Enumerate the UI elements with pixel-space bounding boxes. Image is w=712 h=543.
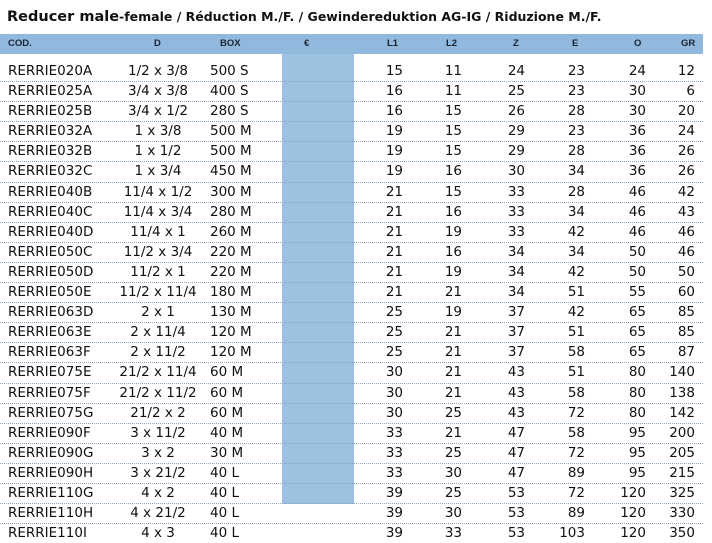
cell-e: 51 (567, 284, 585, 301)
table-row (0, 122, 703, 142)
cell-box: 60 M (210, 384, 244, 401)
cell-z: 24 (507, 63, 525, 79)
cell-l1: 16 (385, 103, 403, 120)
cell-o: 46 (628, 203, 646, 220)
cell-o: 95 (628, 444, 646, 461)
table-row (0, 524, 703, 543)
header-l1: L1 (387, 38, 399, 49)
table-row (0, 484, 703, 504)
cell-o: 46 (628, 223, 646, 240)
cell-d: 11/4 x 1 (130, 223, 186, 240)
cell-box: 500 S (210, 63, 249, 79)
cell-l2: 16 (444, 243, 462, 260)
cell-d: 2 x 1 (141, 304, 175, 321)
cell-box: 450 M (210, 163, 252, 180)
cell-d: 21/2 x 11/4 (119, 364, 197, 381)
cell-e: 58 (567, 424, 585, 441)
cell-cod: RERRIE020A (8, 63, 93, 79)
cell-cod: RERRIE110H (8, 505, 94, 522)
cell-o: 65 (628, 344, 646, 361)
cell-gr: 140 (669, 364, 695, 381)
page-title (7, 4, 602, 30)
cell-gr: 26 (677, 143, 695, 160)
cell-z: 34 (507, 284, 525, 301)
cell-d: 11/4 x 3/4 (123, 203, 193, 220)
cell-e: 103 (559, 525, 585, 542)
cell-l2: 19 (444, 304, 462, 321)
cell-l2: 21 (444, 284, 462, 301)
cell-box: 120 M (210, 344, 252, 361)
cell-d: 3/4 x 3/8 (127, 83, 189, 100)
cell-z: 29 (507, 143, 525, 160)
cell-box: 60 M (210, 404, 244, 421)
cell-l2: 21 (444, 384, 462, 401)
cell-box: 280 S (210, 103, 249, 120)
cell-box: 40 L (210, 505, 239, 522)
cell-o: 120 (620, 505, 646, 522)
cell-box: 280 M (210, 203, 252, 220)
cell-box: 60 M (210, 364, 244, 381)
cell-box: 120 M (210, 324, 252, 341)
cell-z: 30 (507, 163, 525, 180)
table-row (0, 183, 703, 203)
cell-cod: RERRIE063F (8, 344, 91, 361)
cell-e: 72 (567, 484, 585, 501)
cell-o: 95 (628, 424, 646, 441)
cell-l1: 30 (385, 364, 403, 381)
cell-l2: 15 (444, 183, 462, 200)
cell-o: 24 (628, 63, 646, 79)
cell-o: 36 (628, 143, 646, 160)
cell-gr: 87 (677, 344, 695, 361)
cell-l2: 30 (444, 505, 462, 522)
cell-o: 30 (628, 83, 646, 100)
cell-l2: 21 (444, 424, 462, 441)
cell-gr: 205 (669, 444, 695, 461)
cell-gr: 330 (669, 505, 695, 522)
cell-e: 58 (567, 384, 585, 401)
cell-d: 21/2 x 11/2 (119, 384, 197, 401)
cell-e: 23 (567, 83, 585, 100)
cell-gr: 50 (677, 263, 695, 280)
cell-o: 46 (628, 183, 646, 200)
cell-l1: 39 (385, 505, 403, 522)
cell-gr: 200 (669, 424, 695, 441)
cell-d: 1/2 x 3/8 (127, 63, 189, 79)
table-row (0, 62, 703, 82)
cell-e: 28 (567, 143, 585, 160)
cell-z: 33 (507, 203, 525, 220)
cell-gr: 20 (677, 103, 695, 120)
header-o: O (634, 38, 642, 49)
cell-cod: RERRIE025A (8, 83, 93, 100)
cell-z: 37 (507, 304, 525, 321)
cell-l2: 25 (444, 404, 462, 421)
cell-o: 65 (628, 324, 646, 341)
cell-cod: RERRIE050E (8, 284, 92, 301)
cell-gr: 46 (677, 223, 695, 240)
cell-gr: 85 (677, 304, 695, 321)
cell-l1: 39 (385, 484, 403, 501)
cell-e: 34 (567, 203, 585, 220)
cell-gr: 24 (677, 123, 695, 140)
cell-z: 33 (507, 223, 525, 240)
cell-d: 2 x 11/2 (130, 344, 186, 361)
table-row (0, 303, 703, 323)
table-row (0, 464, 703, 484)
table-row (0, 243, 703, 263)
cell-e: 23 (567, 63, 585, 79)
cell-e: 51 (567, 364, 585, 381)
cell-l1: 30 (385, 404, 403, 421)
cell-l1: 15 (385, 63, 403, 79)
cell-box: 400 S (210, 83, 249, 100)
cell-d: 1 x 1/2 (134, 143, 182, 160)
cell-box: 220 M (210, 243, 252, 260)
cell-gr: 42 (677, 183, 695, 200)
cell-box: 40 L (210, 464, 239, 481)
cell-l1: 39 (385, 525, 403, 542)
cell-box: 30 M (210, 444, 244, 461)
cell-gr: 26 (677, 163, 695, 180)
cell-l1: 16 (385, 83, 403, 100)
cell-l1: 21 (385, 243, 403, 260)
cell-box: 40 L (210, 525, 239, 542)
table-row (0, 323, 703, 343)
cell-z: 47 (507, 444, 525, 461)
cell-z: 43 (507, 364, 525, 381)
table-row (0, 162, 703, 182)
cell-o: 80 (628, 364, 646, 381)
header-l2: L2 (446, 38, 458, 49)
table-row (0, 343, 703, 363)
table-row (0, 444, 703, 464)
cell-o: 120 (620, 484, 646, 501)
table-row (0, 82, 703, 102)
cell-o: 80 (628, 404, 646, 421)
cell-z: 53 (507, 484, 525, 501)
cell-cod: RERRIE110G (8, 484, 94, 501)
cell-box: 500 M (210, 123, 252, 140)
cell-cod: RERRIE050D (8, 263, 94, 280)
cell-z: 53 (507, 505, 525, 522)
cell-z: 53 (507, 525, 525, 542)
cell-z: 33 (507, 183, 525, 200)
cell-o: 50 (628, 263, 646, 280)
title-rest: -female / Réduction M./F. / Gewindereduktion AG-IG / Riduzione M./F. (119, 9, 602, 24)
cell-cod: RERRIE025B (8, 103, 93, 120)
cell-box: 300 M (210, 183, 252, 200)
header-cod: COD. (8, 38, 32, 49)
cell-cod: RERRIE090H (8, 464, 94, 481)
cell-gr: 138 (669, 384, 695, 401)
cell-cod: RERRIE075G (8, 404, 94, 421)
table-row (0, 263, 703, 283)
cell-l1: 21 (385, 203, 403, 220)
cell-l2: 19 (444, 263, 462, 280)
cell-z: 26 (507, 103, 525, 120)
cell-z: 47 (507, 424, 525, 441)
cell-z: 34 (507, 263, 525, 280)
cell-e: 72 (567, 404, 585, 421)
cell-d: 4 x 2 (141, 484, 175, 501)
cell-l1: 25 (385, 324, 403, 341)
cell-e: 28 (567, 183, 585, 200)
cell-l1: 33 (385, 444, 403, 461)
cell-l1: 25 (385, 304, 403, 321)
cell-z: 34 (507, 243, 525, 260)
table-row (0, 203, 703, 223)
cell-l2: 21 (444, 324, 462, 341)
header-gr: GR (681, 38, 696, 49)
cell-box: 40 L (210, 484, 239, 501)
cell-e: 23 (567, 123, 585, 140)
cell-l1: 19 (385, 123, 403, 140)
cell-o: 36 (628, 163, 646, 180)
cell-o: 65 (628, 304, 646, 321)
table-row (0, 424, 703, 444)
cell-d: 2 x 11/4 (130, 324, 186, 341)
cell-cod: RERRIE090F (8, 424, 91, 441)
cell-gr: 215 (669, 464, 695, 481)
cell-l1: 21 (385, 263, 403, 280)
cell-l2: 25 (444, 484, 462, 501)
cell-l2: 16 (444, 163, 462, 180)
table-row (0, 142, 703, 162)
cell-o: 30 (628, 103, 646, 120)
cell-l1: 21 (385, 223, 403, 240)
cell-l1: 21 (385, 284, 403, 301)
cell-cod: RERRIE075E (8, 364, 92, 381)
cell-z: 43 (507, 384, 525, 401)
cell-e: 34 (567, 243, 585, 260)
cell-e: 42 (567, 223, 585, 240)
cell-l1: 33 (385, 424, 403, 441)
cell-gr: 12 (677, 63, 695, 79)
header-e: E (572, 38, 579, 49)
cell-l2: 21 (444, 344, 462, 361)
cell-l1: 21 (385, 183, 403, 200)
cell-d: 11/2 x 1 (130, 263, 186, 280)
cell-l2: 25 (444, 444, 462, 461)
cell-cod: RERRIE032C (8, 163, 93, 180)
cell-d: 1 x 3/8 (134, 123, 182, 140)
cell-gr: 325 (669, 484, 695, 501)
cell-gr: 6 (686, 83, 695, 100)
cell-e: 58 (567, 344, 585, 361)
cell-z: 37 (507, 344, 525, 361)
table-row (0, 102, 703, 122)
table-body (0, 62, 703, 543)
cell-l2: 30 (444, 464, 462, 481)
cell-box: 40 M (210, 424, 244, 441)
cell-d: 3/4 x 1/2 (127, 103, 189, 120)
cell-l2: 15 (444, 123, 462, 140)
header-z: Z (513, 38, 519, 49)
cell-o: 50 (628, 243, 646, 260)
cell-o: 95 (628, 464, 646, 481)
cell-l2: 33 (444, 525, 462, 542)
table-row (0, 384, 703, 404)
cell-gr: 142 (669, 404, 695, 421)
cell-cod: RERRIE040C (8, 203, 93, 220)
cell-d: 4 x 3 (141, 525, 175, 542)
cell-l2: 11 (444, 63, 462, 79)
table-row (0, 404, 703, 424)
cell-z: 25 (507, 83, 525, 100)
cell-cod: RERRIE090G (8, 444, 94, 461)
cell-cod: RERRIE110I (8, 525, 87, 542)
cell-d: 11/2 x 11/4 (119, 284, 197, 301)
cell-cod: RERRIE032B (8, 143, 93, 160)
header-d: D (154, 38, 161, 49)
cell-d: 21/2 x 2 (130, 404, 186, 421)
cell-box: 180 M (210, 284, 252, 301)
header-euro: € (304, 38, 310, 49)
cell-box: 130 M (210, 304, 252, 321)
cell-d: 11/4 x 1/2 (123, 183, 193, 200)
cell-l1: 19 (385, 163, 403, 180)
table-row (0, 504, 703, 524)
table-row (0, 283, 703, 303)
cell-box: 500 M (210, 143, 252, 160)
cell-d: 4 x 21/2 (130, 505, 186, 522)
cell-d: 3 x 11/2 (130, 424, 186, 441)
cell-l2: 15 (444, 143, 462, 160)
cell-gr: 85 (677, 324, 695, 341)
table-row (0, 223, 703, 243)
cell-gr: 43 (677, 203, 695, 220)
cell-l2: 19 (444, 223, 462, 240)
cell-e: 51 (567, 324, 585, 341)
cell-gr: 46 (677, 243, 695, 260)
title-main: Reducer male (7, 9, 120, 25)
cell-e: 34 (567, 163, 585, 180)
cell-l2: 15 (444, 103, 462, 120)
cell-d: 3 x 21/2 (130, 464, 186, 481)
cell-gr: 350 (669, 525, 695, 542)
cell-l2: 16 (444, 203, 462, 220)
cell-z: 43 (507, 404, 525, 421)
cell-cod: RERRIE075F (8, 384, 91, 401)
cell-l1: 33 (385, 464, 403, 481)
cell-e: 42 (567, 304, 585, 321)
table-header (0, 34, 703, 54)
cell-box: 220 M (210, 263, 252, 280)
header-box: BOX (220, 38, 241, 49)
cell-o: 80 (628, 384, 646, 401)
cell-cod: RERRIE050C (8, 243, 93, 260)
cell-e: 72 (567, 444, 585, 461)
cell-e: 28 (567, 103, 585, 120)
cell-o: 36 (628, 123, 646, 140)
cell-e: 89 (567, 505, 585, 522)
cell-d: 1 x 3/4 (134, 163, 182, 180)
cell-l2: 11 (444, 83, 462, 100)
cell-gr: 60 (677, 284, 695, 301)
cell-l2: 21 (444, 364, 462, 381)
cell-d: 11/2 x 3/4 (123, 243, 193, 260)
cell-e: 42 (567, 263, 585, 280)
table-row (0, 363, 703, 383)
cell-cod: RERRIE063D (8, 304, 94, 321)
cell-cod: RERRIE040B (8, 183, 93, 200)
cell-o: 120 (620, 525, 646, 542)
cell-cod: RERRIE032A (8, 123, 93, 140)
cell-box: 260 M (210, 223, 252, 240)
cell-z: 47 (507, 464, 525, 481)
cell-l1: 19 (385, 143, 403, 160)
cell-cod: RERRIE063E (8, 324, 92, 341)
cell-z: 37 (507, 324, 525, 341)
cell-d: 3 x 2 (141, 444, 175, 461)
cell-cod: RERRIE040D (8, 223, 94, 240)
cell-l1: 25 (385, 344, 403, 361)
cell-l1: 30 (385, 384, 403, 401)
cell-z: 29 (507, 123, 525, 140)
cell-o: 55 (628, 284, 646, 301)
cell-e: 89 (567, 464, 585, 481)
